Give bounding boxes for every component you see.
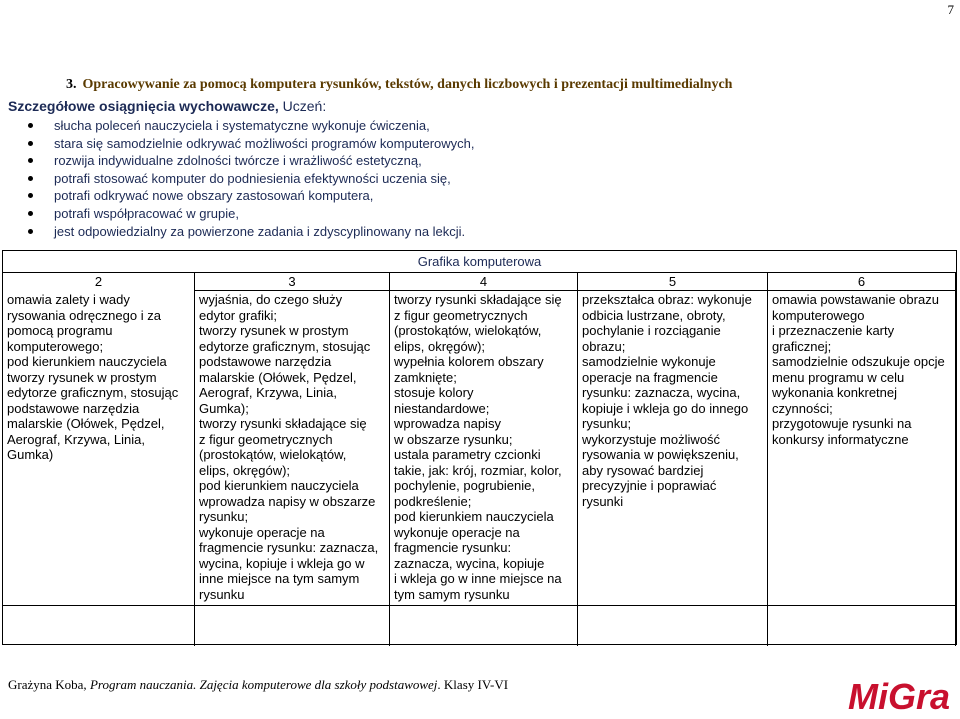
section-title-text: Opracowywanie za pomocą komputera rysunków, tekstów, danych liczbowych i prezentacji multimedialnych bbox=[82, 77, 733, 92]
migra-logo bbox=[844, 676, 954, 716]
requirements-table bbox=[2, 250, 957, 645]
footer-classes: . Klasy IV-VI bbox=[437, 677, 509, 692]
column-body: tworzy rysunki składające się z figur geometrycznych (prostokątów, wielokątów, elips, okręgów); wypełnia kolorem obszary zamknięte; stosuje kolory niestandardowe; wprowadza napisy w obszarze rysunku; ustala parametry czcionki takie, jak: krój, rozmiar, kolor, pochylenie, pogrubienie, podkreślenie; pod kierunkiem nauczyciela wykonuje operacje na fragmencie rysunku: zaznacza, wycina, kopiuje i wkleja go w inne miejsce na tym samym rysunku bbox=[394, 292, 562, 602]
column-body: przekształca obraz: wykonuje odbicia lustrzane, obroty, pochylanie i rozciąganie obrazu; samodzielnie wykonuje operacje na fragmencie rysunku: zaznacza, wycina, kopiuje i wkleja go do innego rysunku; wykorzystuje możliwość rysowania w powiększeniu, aby rysować bardziej precyzyjnie i poprawiać rysunki bbox=[582, 292, 752, 509]
table-column-4 bbox=[390, 273, 578, 646]
column-body: omawia powstawanie obrazu komputerowego i przeznaczenie karty graficznej; samodzielnie odszukuje opcje menu programu w celu wykonania konkretnej czynności; przygotowuje rysunki na konkursy informatyczne bbox=[772, 292, 945, 447]
goal-item: potrafi stosować komputer do podniesienia efektywności uczenia się, bbox=[38, 170, 475, 188]
goal-item: potrafi współpracować w grupie, bbox=[38, 205, 475, 223]
table-column-5 bbox=[578, 273, 768, 646]
table-column-3 bbox=[195, 273, 390, 646]
goals-heading-rest: Uczeń: bbox=[278, 98, 327, 114]
goal-item: rozwija indywidualne zdolności twórcze i wrażliwość estetyczną, bbox=[38, 152, 475, 170]
goals-list bbox=[38, 117, 475, 240]
goal-item: słucha poleceń nauczyciela i systematyczne wykonuje ćwiczenia, bbox=[38, 117, 475, 135]
goal-item: jest odpowiedzialny za powierzone zadania i zdyscyplinowany na lekcji. bbox=[38, 223, 475, 241]
column-body: omawia zalety i wady rysowania odręcznego i za pomocą programu komputerowego; pod kierunkiem nauczyciela tworzy rysunek w prostym edytorze graficznym, stosując podstawowe narzędzia malarskie (Ołówek, Pędzel, Aerograf, Krzywa, Linia, Gumka) bbox=[7, 292, 179, 462]
column-header: 6 bbox=[768, 273, 955, 291]
table-title: Grafika komputerowa bbox=[3, 251, 956, 273]
goal-item: potrafi odkrywać nowe obszary zastosowań komputera, bbox=[38, 187, 475, 205]
page-number: 7 bbox=[947, 2, 954, 17]
goal-item: stara się samodzielnie odkrywać możliwości programów komputerowych, bbox=[38, 135, 475, 153]
table-grid bbox=[3, 273, 956, 646]
column-header: 5 bbox=[578, 273, 767, 291]
footer-author: Grażyna Koba, bbox=[8, 677, 87, 692]
table-column-6 bbox=[768, 273, 956, 646]
column-header: 4 bbox=[390, 273, 577, 291]
section-number: 3. bbox=[66, 77, 77, 92]
logo-text: MiGra bbox=[847, 676, 951, 716]
goals-heading-bold: Szczegółowe osiągnięcia wychowawcze, bbox=[8, 98, 279, 114]
goals-heading bbox=[8, 98, 326, 114]
table-column-2 bbox=[3, 273, 195, 646]
column-header: 2 bbox=[94, 274, 103, 289]
column-body: wyjaśnia, do czego służy edytor grafiki; tworzy rysunek w prostym edytorze graficznym, stosując podstawowe narzędzia malarskie (Ołówek, Pędzel, Aerograf, Krzywa, Linia, Gumka); tworzy rysunki składające się z figur geometrycznych (prostokątów, wielokątów, elips, okręgów); pod kierunkiem nauczyciela wprowadza napisy w obszarze rysunku; wykonuje operacje na fragmencie rysunku: zaznacza, wycina, kopiuje i wkleja go w inne miejsce na tym samym rysunku bbox=[199, 292, 379, 602]
column-header: 3 bbox=[195, 273, 389, 291]
footer-book-title: Program nauczania. Zajęcia komputerowe dla szkoły podstawowej bbox=[86, 677, 438, 692]
section-title bbox=[66, 77, 732, 93]
footer-citation bbox=[8, 677, 508, 693]
table-bottom-row-divider bbox=[3, 605, 956, 606]
